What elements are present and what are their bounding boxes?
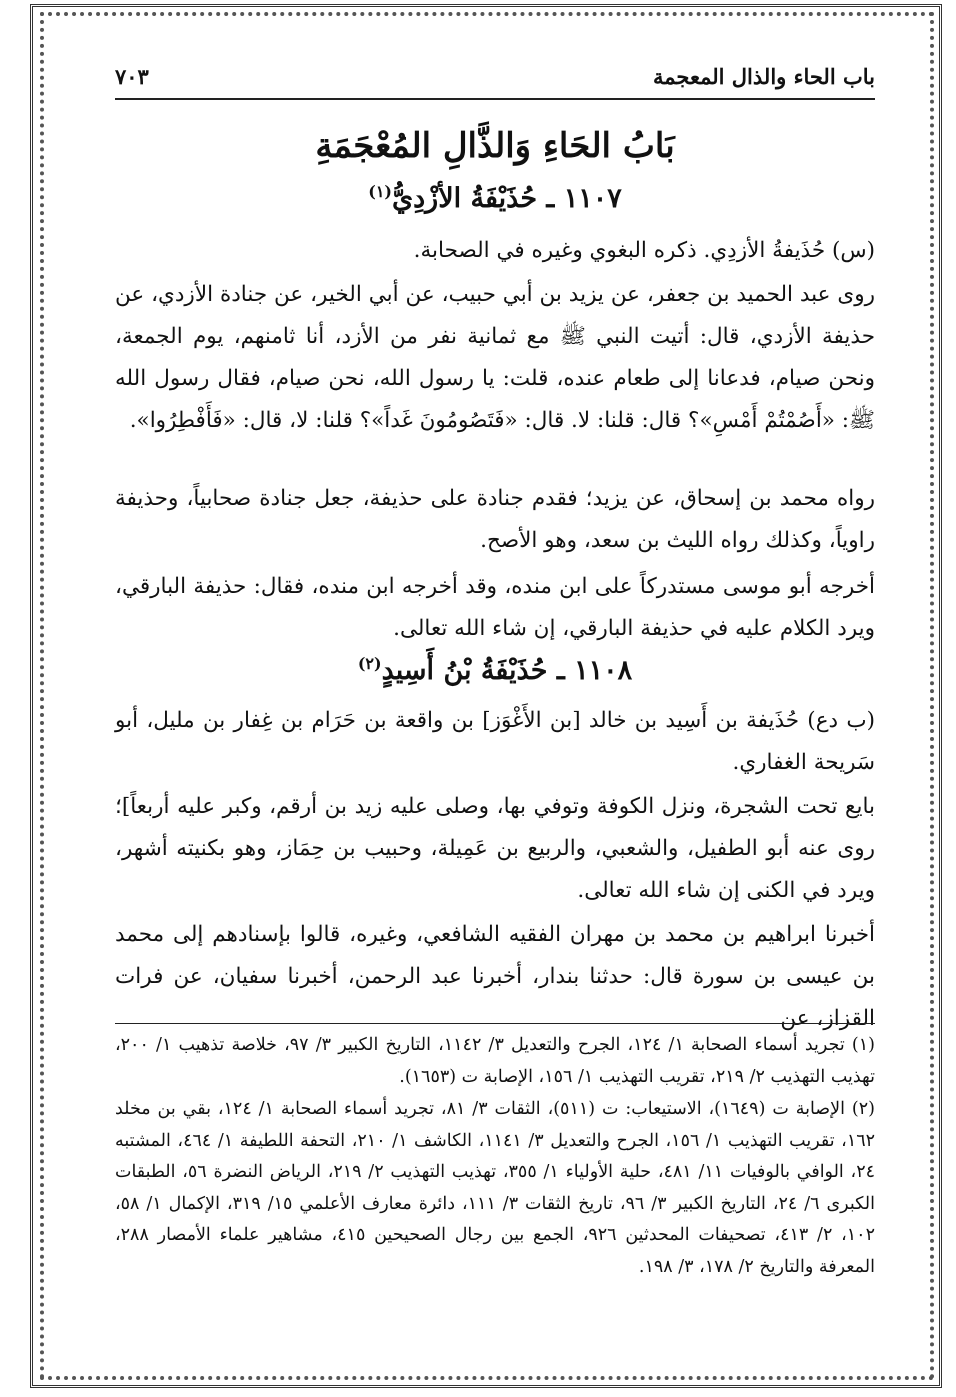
chapter-title: بَابُ الحَاءِ وَالذَّالِ المُعْجَمَةِ <box>315 126 675 166</box>
paragraph: أخرجه أبو موسى مستدركاً على ابن منده، وقد أخرجه ابن منده، فقال: حذيفة البارقي، ويرد الكلام عليه في حذيفة البارقي، إن شاء الله تعالى. <box>115 574 875 641</box>
running-header-title: باب الحاء والذال المعجمة <box>653 64 875 89</box>
footnote-ref-1: (١) <box>368 182 392 201</box>
book-page <box>115 58 875 1358</box>
footnote-1: (١) تجريد أسماء الصحابة ١/ ١٢٤، الجرح والتعديل ٣/ ١١٤٢، التاريخ الكبير ٣/ ٩٧، خلاصة تذهيب ١/ ٢٠٠، تهذيب التهذيب ٢/ ٢١٩، تقريب التهذيب ١/ ١٥٦، الإصابة ت (١٦٥٣). <box>115 1035 875 1087</box>
page-number: ٧٠٣ <box>115 64 149 89</box>
footnote-separator <box>115 1023 875 1024</box>
running-header <box>115 58 875 100</box>
footnote-2: (٢) الإصابة ت (١٦٤٩)، الاستيعاب: ت (٥١١)، الثقات ٣/ ٨١، تجريد أسماء الصحابة ١/ ١٢٤، بقي بن مخلد ١٦٢، تقريب التهذيب ١/ ١٥٦، الجرح والتعديل ٣/ ١١٤١، الكاشف ١/ ٢١٠، التحفة اللطيفة ١/ ٤٦٤، المشتبه ٢٤، الوافي بالوفيات ١١/ ٤٨١، حلية الأولياء ١/ ٣٥٥، تهذيب التهذيب ٢/ ٢١٩، الرياض النضرة ٥٦، الطبقات الكبرى ٦/ ٢٤، التاريخ الكبير ٣/ ٩٦، تاريخ الثقات ٣/ ١١١، دائرة معارف الأعلمي ١٥/ ٣١٩، الإكمال ١/ ٥٨، ١٠٢، ٢/ ٤١٣، تصحيفات المحدثين ٩٢٦، الجمع بين رجال الصحيحين ٤١٥، مشاهير علماء الأمصار ٢٨٨، المعرفة والتاريخ ٢/ ١٧٨، ٣/ ١٩٨. <box>115 1099 876 1277</box>
paragraph: روى عبد الحميد بن جعفر، عن يزيد بن أبي حبيب، عن أبي الخير، عن جنادة الأزدي، عن حذيفة الأزدي، قال: أتيت النبي ﷺ مع ثمانية نفر من الأزد، أنا ثامنهم، يوم الجمعة، ونحن صيام، فدعانا إلى طعام عنده، قلت: يا رسول الله، نحن صيام، فقال رسول الله ﷺ: «أَصُمْتُمْ أَمْسِ»؟ قال: قلنا: لا. قال: «فَتَصُومُونَ غَداً»؟ قلنا: لا، قال: «فَأَفْطِرُوا». <box>115 282 875 433</box>
entry-heading-text: ١١٠٨ ـ حُذَيْفَةُ بْنُ أَسِيدٍ <box>381 655 633 686</box>
paragraph: رواه محمد بن إسحاق، عن يزيد؛ فقدم جنادة على حذيفة، جعل جنادة صحابياً، وحذيفة راوياً، وكذلك رواه الليث بن سعد، وهو الأصح. <box>115 486 875 553</box>
entry-heading-1108 <box>115 654 875 686</box>
paragraph: (ب دع) حُذَيفة بن أَسِيد بن خالد [بن الأَغْوَز] بن واقعة بن حَرَام بن غِفار بن مليل، أبو سَريحة الغفاري. <box>115 708 875 775</box>
footnote-ref-2: (٢) <box>357 654 382 673</box>
entry-heading-text: ١١٠٧ ـ حُذَيْفَةُ الأزْدِيُّ <box>392 183 622 214</box>
paragraph: أخبرنا ابراهيم بن محمد بن مهران الفقيه الشافعي، وغيره، قالوا بإسنادهم إلى محمد بن عيسى بن سورة قال: حدثنا بندار، أخبرنا عبد الرحمن، أخبرنا سفيان، عن فرات القزاز، عن <box>115 922 875 1031</box>
paragraph: (س) حُذَيفةُ الأزدِي. ذكره البغوي وغيره في الصحابة. <box>413 238 875 263</box>
paragraph: بايع تحت الشجرة، ونزل الكوفة وتوفي بها، وصلى عليه زيد بن أرقم، وكبر عليه أربعاً]؛ روى عنه أبو الطفيل، والشعبي، والربيع بن عَمِيلة، وحبيب بن حِمَاز، وهو بكنيته أشهر، ويرد في الكنى إن شاء الله تعالى. <box>115 794 875 903</box>
entry-heading-1107 <box>115 182 875 214</box>
